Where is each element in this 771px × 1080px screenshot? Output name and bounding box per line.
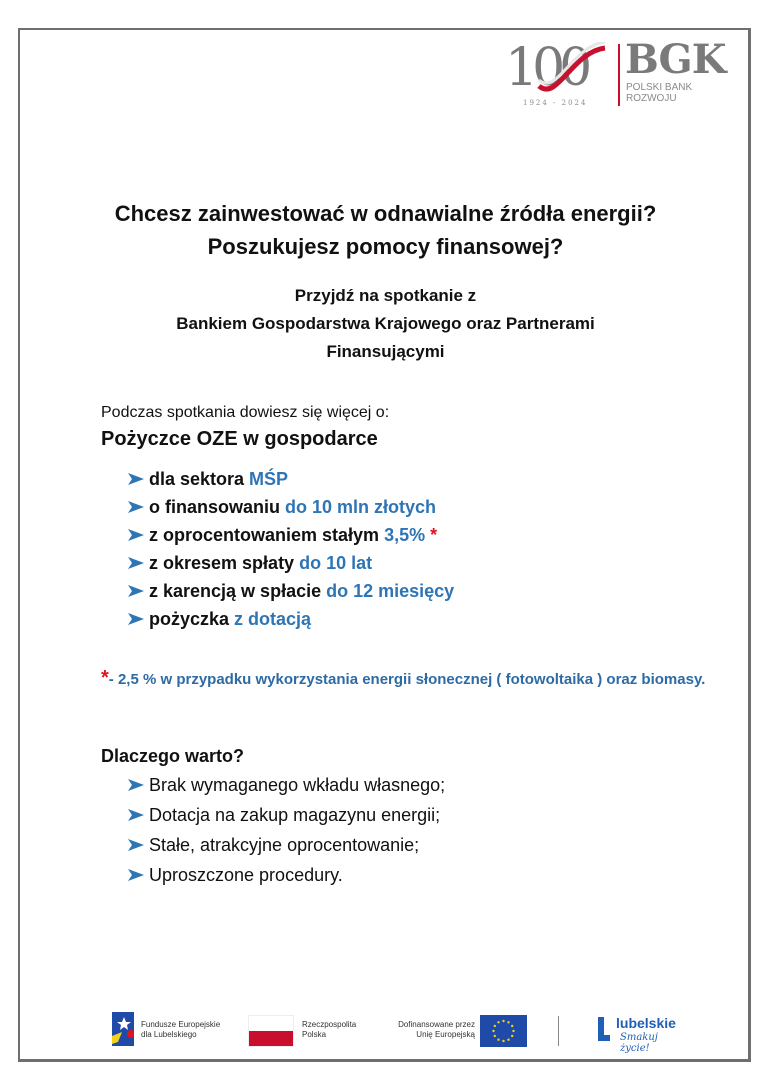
eu-line1: Dofinansowane przez [398, 1020, 475, 1029]
loan-point [127, 493, 436, 521]
point-text: o finansowaniu [149, 497, 286, 517]
logo-brand: BGK [625, 36, 726, 83]
why-point [127, 861, 343, 889]
fe-line2: dla Lubelskiego [141, 1030, 197, 1039]
why-point-text: Brak wymaganego wkładu własnego; [149, 775, 446, 795]
why-point-text: Uproszczone procedury. [149, 865, 343, 885]
pl-line2: Polska [302, 1030, 327, 1039]
arrow-bullet-icon [127, 472, 145, 486]
point-highlight: do 10 lat [299, 553, 373, 573]
asterisk-mark: * [430, 525, 438, 545]
arrow-bullet-icon [127, 584, 145, 598]
point-highlight: do 12 miesięcy [326, 581, 455, 601]
headline-line1: Chcesz zainwestować w odnawialne źródła energii? [114, 201, 657, 226]
logo-100: 100 [505, 38, 587, 98]
arrow-bullet-icon [127, 612, 145, 626]
footnote [101, 665, 741, 693]
why-title: Dlaczego warto? [101, 746, 245, 766]
why-point [127, 801, 440, 829]
lubelskie-slogan: Smakuj życie! [620, 1032, 658, 1054]
why-point-text: Dotacja na zakup magazynu energii; [149, 805, 441, 825]
footnote-text: - 2,5 % w przypadku wykorzystania energii słonecznej ( fotowoltaika ) oraz biomasy. [108, 671, 706, 688]
pl-label [302, 1020, 356, 1040]
fe-label [141, 1020, 220, 1040]
arrow-bullet-icon [127, 556, 145, 570]
loan-point [127, 549, 372, 577]
point-highlight: z dotacją [234, 609, 312, 629]
lubelskie-word: lubelskie [616, 1015, 676, 1031]
logo-subtitle-line1: POLSKI BANK [626, 82, 693, 93]
point-text: z karencją w spłacie [149, 581, 327, 601]
why-point [127, 831, 419, 859]
headline-line2: Poszukujesz pomocy finansowej? [207, 234, 564, 259]
invite-line1: Przyjdź na spotkanie z [294, 286, 477, 305]
point-highlight: do 10 mln złotych [285, 497, 437, 517]
fundusze-europejskie-icon [112, 1012, 134, 1046]
loan-title: Pożyczce OZE w gospodarce [101, 428, 378, 450]
loan-point [127, 577, 454, 605]
bgk-logo [505, 38, 725, 114]
logo-subtitle-line2: ROZWOJU [626, 93, 677, 104]
loan-point [127, 465, 288, 493]
arrow-bullet-icon [127, 868, 145, 882]
footnote-star: * [101, 667, 109, 689]
eu-flag-icon [480, 1015, 527, 1047]
arrow-bullet-icon [127, 838, 145, 852]
point-highlight: MŚP [249, 469, 289, 489]
point-highlight: 3,5% [384, 525, 426, 545]
logo-subtitle [626, 82, 692, 104]
eu-label [385, 1020, 475, 1040]
arrow-bullet-icon [127, 778, 145, 792]
arrow-bullet-icon [127, 528, 145, 542]
point-text: z oprocentowaniem stałym [149, 525, 385, 545]
point-text: z okresem spłaty [149, 553, 300, 573]
invite-line3: Finansującymi [326, 342, 445, 361]
polish-flag-icon [248, 1015, 294, 1047]
intro-text: Podczas spotkania dowiesz się więcej o: [101, 404, 390, 421]
ribbon-icon [537, 42, 607, 96]
arrow-bullet-icon [127, 500, 145, 514]
why-point [127, 771, 445, 799]
loan-point [127, 605, 311, 633]
logo-years: 1924 - 2024 [523, 99, 588, 107]
loan-point [127, 521, 437, 549]
fe-line1: Fundusze Europejskie [141, 1020, 221, 1029]
eu-line2: Unię Europejską [416, 1030, 475, 1039]
point-text: dla sektora [149, 469, 250, 489]
logo-divider [618, 44, 620, 106]
lubelskie-l-icon [598, 1017, 610, 1041]
footer-divider [558, 1016, 559, 1046]
why-point-text: Stałe, atrakcyjne oprocentowanie; [149, 835, 420, 855]
arrow-bullet-icon [127, 808, 145, 822]
lubelskie-logo [590, 1015, 686, 1054]
point-text: pożyczka [149, 609, 235, 629]
pl-line1: Rzeczpospolita [302, 1020, 357, 1029]
invite-line2: Bankiem Gospodarstwa Krajowego oraz Partnerami [176, 314, 595, 333]
